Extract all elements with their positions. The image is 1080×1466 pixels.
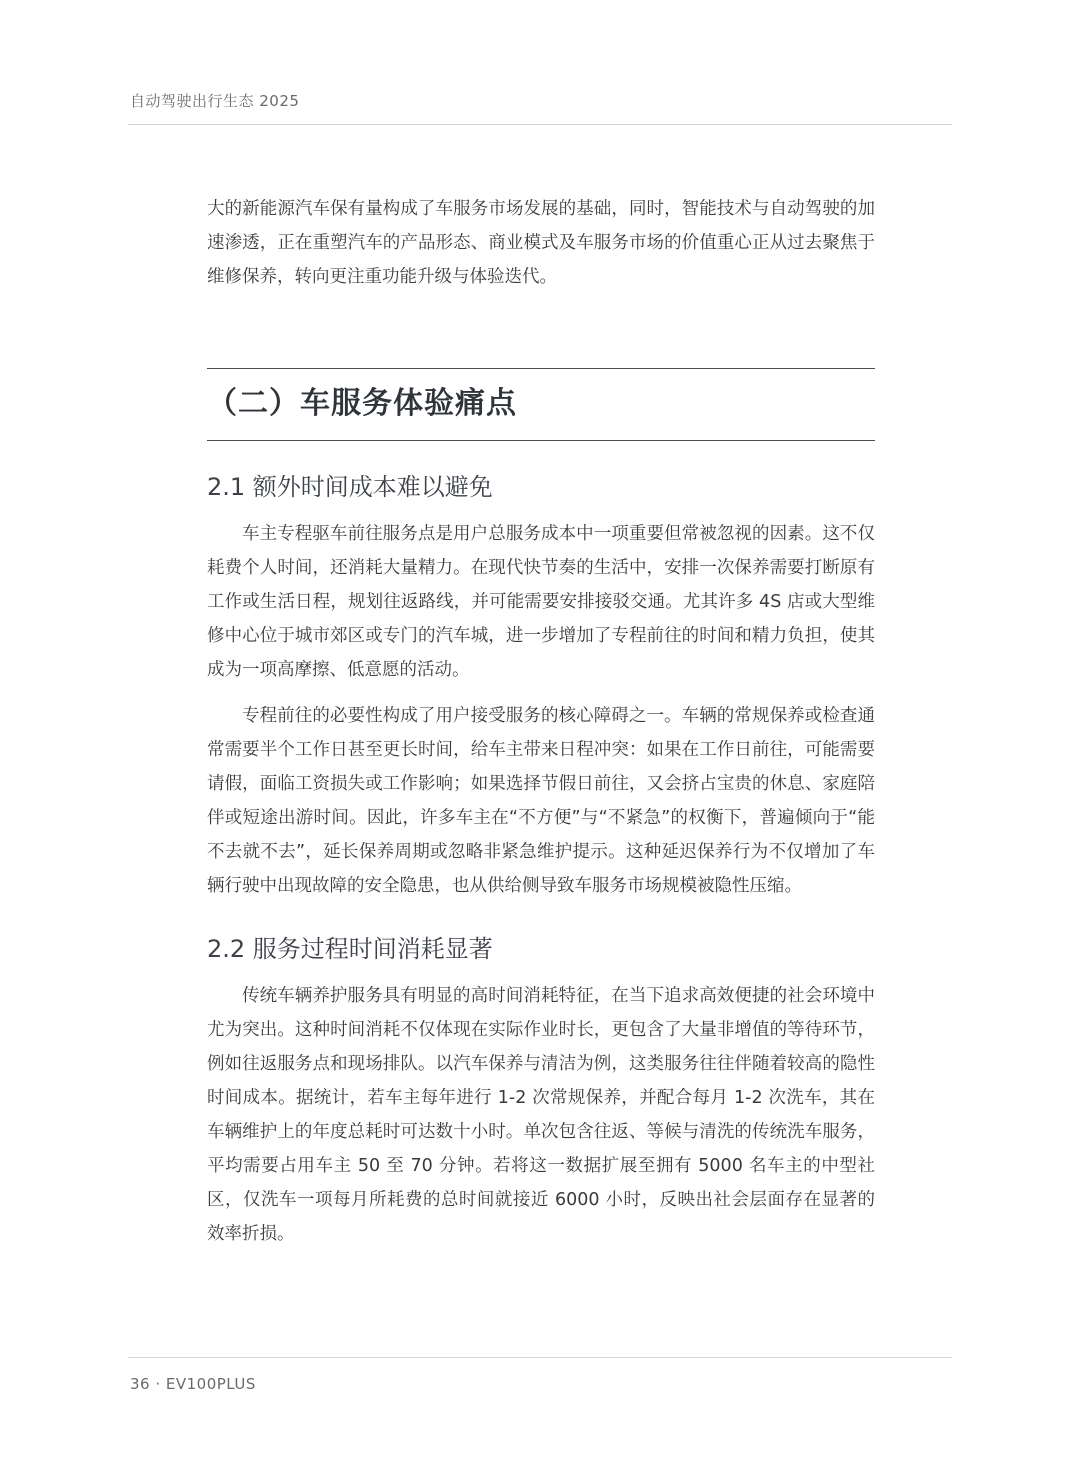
paragraph-2-1-a: 车主专程驱车前往服务点是用户总服务成本中一项重要但常被忽视的因素。这不仅耗费个人时间，还消耗大量精力。在现代快节奏的生活中，安排一次保养需要打断原有工作或生活日程，规划往返路线，并可能需要安排接驳交通。尤其许多 4S 店或大型维修中心位于城市郊区或专门的汽车城，进一步增加了专程前往的时间和精力负担，使其成为一项高摩擦、低意愿的活动。 [207, 524, 875, 680]
paragraph-2-1-b: 专程前往的必要性构成了用户接受服务的核心障碍之一。车辆的常规保养或检查通常需要半个工作日甚至更长时间，给车主带来日程冲突：如果在工作日前往，可能需要请假，面临工资损失或工作影响；如果选择节假日前往，又会挤占宝贵的休息、家庭陪伴或短途出游时间。因此，许多车主在“不方便”与“不紧急”的权衡下，普遍倾向于“能不去就不去”，延长保养周期或忽略非紧急维护提示。这种延迟保养行为不仅增加了车辆行驶中出现故障的安全隐患，也从供给侧导致车服务市场规模被隐性压缩。 [207, 706, 875, 896]
running-header: 自动驾驶出行生态 2025 [130, 92, 300, 110]
subsection-heading-2-2: 2.2 服务过程时间消耗显著 [207, 935, 493, 963]
section-heading-block [207, 368, 875, 441]
subsection-heading-2-1: 2.1 额外时间成本难以避免 [207, 473, 493, 501]
footer-divider [128, 1357, 952, 1358]
intro-paragraph: 大的新能源汽车保有量构成了车服务市场发展的基础，同时，智能技术与自动驾驶的加速渗透，正在重塑汽车的产品形态、商业模式及车服务市场的价值重心正从过去聚焦于维修保养，转向更注重功能升级与体验迭代。 [207, 199, 875, 287]
header-divider [128, 124, 952, 125]
section-title: （二）车服务体验痛点 [207, 386, 517, 421]
page-footer: 36 · EV100PLUS [130, 1375, 256, 1393]
page-body [207, 192, 875, 1251]
paragraph-2-2-a: 传统车辆养护服务具有明显的高时间消耗特征，在当下追求高效便捷的社会环境中尤为突出。这种时间消耗不仅体现在实际作业时长，更包含了大量非增值的等待环节，例如往返服务点和现场排队。以汽车保养与清洁为例，这类服务往往伴随着较高的隐性时间成本。据统计，若车主每年进行 1-2 次常规保养，并配合每月 1-2 次洗车，其在车辆维护上的年度总耗时可达数十小时。单次包含往返、等候与清洗的传统洗车服务，平均需要占用车主 50 至 70 分钟。若将这一数据扩展至拥有 5000 名车主的中型社区，仅洗车一项每月所耗费的总时间就接近 6000 小时，反映出社会层面存在显著的效率折损。 [207, 986, 875, 1244]
